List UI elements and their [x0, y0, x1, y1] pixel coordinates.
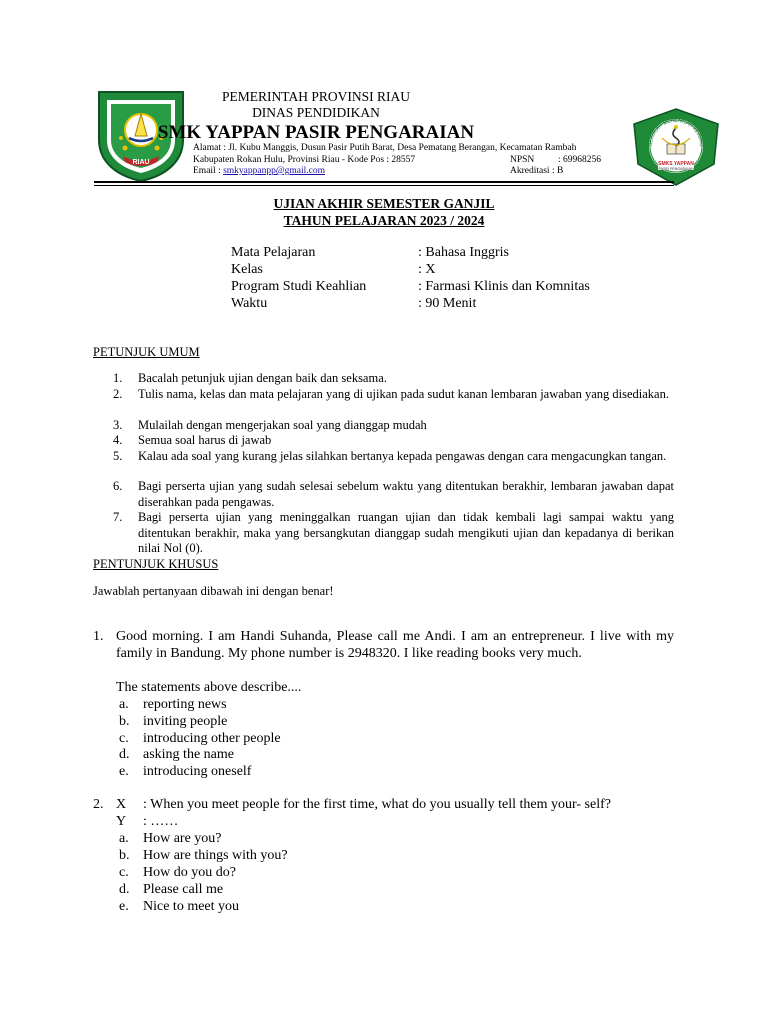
option-letter: a. [119, 697, 129, 712]
list-item-number: 1. [113, 371, 123, 385]
list-item-text: Kalau ada soal yang kurang jelas silahkan bertanya kepada pengawas dengan cara mengacungkan tangan. [138, 449, 667, 463]
list-item [113, 387, 674, 403]
option-letter: d. [119, 747, 130, 762]
option-letter: b. [119, 848, 130, 863]
exam-title: UJIAN AKHIR SEMESTER GANJIL [273, 196, 495, 211]
list-item-number: 6. [113, 479, 123, 493]
dialog-line-y: : …… [143, 814, 179, 829]
npsn-label: NPSN [510, 155, 535, 165]
address-line-1: Alamat : Jl. Kubu Manggis, Dusun Pasir Putih Barat, Desa Pematang Berangan, Kecamatan Rambah [193, 143, 577, 153]
option-letter: c. [119, 865, 129, 880]
option-letter: e. [119, 764, 129, 779]
option-text: reporting news [143, 697, 227, 712]
special-instructions-heading: PENTUNJUK KHUSUS [93, 557, 219, 571]
dialog-speaker-x: X [116, 797, 127, 812]
header-rule-thin [94, 185, 674, 186]
list-item-text: Bagi perserta ujian yang meninggalkan ruangan ujian dan tidak kembali lagi sampai waktu yang ditentukan berakhir, maka yang bersangkutan dianggap sudah mengikuti ujian dan kepadanya di berikan nilai Nol (0). [138, 510, 674, 555]
list-item-text: Bagi perserta ujian yang sudah selesai sebelum waktu yang ditentukan berakhir, lembaran jawaban dapat diserahkan pada pengawas. [138, 479, 674, 509]
list-item-number: 3. [113, 418, 123, 432]
option-text: Nice to meet you [143, 899, 240, 914]
list-item-number: 4. [113, 433, 123, 447]
option-text: introducing other people [143, 731, 281, 746]
list-item [113, 371, 674, 387]
info-label-subject: Mata Pelajaran [231, 245, 316, 260]
option-text: inviting people [143, 714, 228, 729]
option-letter: b. [119, 714, 130, 729]
question-prompt: The statements above describe.... [116, 680, 302, 695]
answer-option[interactable] [119, 830, 222, 847]
school-logo-arc-text: SEKOLAH MENENGAH KEJURU [647, 117, 705, 147]
option-letter: c. [119, 731, 129, 746]
dialog-speaker-y: Y [116, 814, 127, 829]
school-emblem-logo [632, 108, 720, 186]
answer-option[interactable] [119, 881, 223, 898]
header-province: PEMERINTAH PROVINSI RIAU [222, 89, 410, 104]
akreditasi: Akreditasi : B [510, 166, 564, 176]
question-text: Good morning. I am Handi Suhanda, Please call me Andi. I am an entrepreneur. I live with my family in Bandung. My phone number is 2948320. I like reading books very much. [116, 629, 674, 661]
list-item [113, 479, 674, 510]
question-number: 1. [93, 629, 104, 644]
answer-option[interactable] [119, 847, 288, 864]
answer-option[interactable] [119, 746, 234, 763]
general-instructions-heading: PETUNJUK UMUM [93, 345, 200, 359]
option-text: How are things with you? [143, 848, 288, 863]
answer-option[interactable] [119, 864, 236, 881]
option-letter: d. [119, 882, 130, 897]
list-item-text: Mulailah dengan mengerjakan soal yang dianggap mudah [138, 418, 427, 432]
question-number: 2. [93, 797, 104, 812]
option-text: How are you? [143, 831, 222, 846]
option-text: introducing oneself [143, 764, 252, 779]
email-link[interactable]: smkyappanpp@gmail.com [223, 166, 325, 176]
school-name: SMK YAPPAN PASIR PENGARAIAN [157, 122, 475, 143]
info-label-time: Waktu [231, 296, 268, 311]
info-label-class: Kelas [231, 262, 263, 277]
riau-logo-text: RIAU [132, 159, 150, 166]
list-item-text: Bacalah petunjuk ujian dengan baik dan seksama. [138, 371, 387, 385]
email-line [193, 166, 325, 177]
address-line-2: Kabupaten Rokan Hulu, Provinsi Riau - Kode Pos : 28557 [193, 155, 416, 165]
exam-year: TAHUN PELAJARAN 2023 / 2024 [283, 213, 485, 228]
info-value-class: : X [418, 262, 436, 277]
option-text: How do you do? [143, 865, 236, 880]
option-letter: a. [119, 831, 129, 846]
list-item [113, 449, 674, 465]
school-logo-sub: PASIR PENGARAIAN [658, 167, 694, 171]
school-logo-name: SMKS YAPPAN [658, 161, 694, 167]
list-item-text: Semua soal harus di jawab [138, 433, 272, 447]
answer-option[interactable] [119, 713, 227, 730]
npsn-value: : 69968256 [558, 155, 602, 165]
info-value-time: : 90 Menit [418, 296, 477, 311]
email-label: Email : [193, 166, 224, 176]
option-text: Please call me [143, 882, 224, 897]
list-item [113, 418, 674, 434]
list-item-number: 5. [113, 449, 123, 463]
header-department: DINAS PENDIDIKAN [252, 105, 380, 120]
answer-option[interactable] [119, 763, 251, 780]
info-value-subject: : Bahasa Inggris [418, 245, 509, 260]
answer-option[interactable] [119, 730, 281, 747]
list-item [113, 433, 674, 449]
header-rule-thick [94, 181, 674, 183]
option-letter: e. [119, 899, 129, 914]
option-text: asking the name [143, 747, 234, 762]
list-item-number: 2. [113, 387, 123, 401]
info-value-program: : Farmasi Klinis dan Komnitas [418, 279, 590, 294]
list-item [113, 510, 674, 557]
special-instruction-text: Jawablah pertanyaan dibawah ini dengan benar! [93, 584, 334, 598]
answer-option[interactable] [119, 898, 239, 915]
info-label-program: Program Studi Keahlian [231, 279, 367, 294]
answer-option[interactable] [119, 696, 227, 713]
list-item-text: Tulis nama, kelas dan mata pelajaran yang di ujikan pada sudut kanan lembaran jawaban yang disediakan. [138, 387, 669, 401]
dialog-line-x: : When you meet people for the first time, what do you usually tell them your- self? [143, 797, 611, 812]
list-item-number: 7. [113, 510, 123, 524]
